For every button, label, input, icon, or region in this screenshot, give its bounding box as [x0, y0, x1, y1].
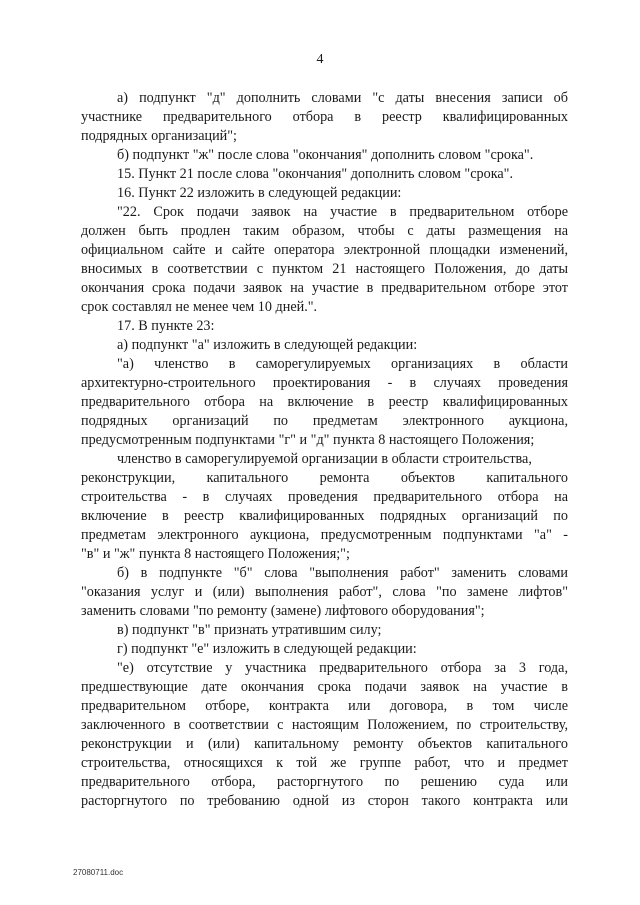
text-line: б) в подпункте "б" слова "выполнения работ" заменить словами [117, 565, 568, 581]
text-line: предварительного отбора, расторгнутого по решению суда или [81, 774, 568, 790]
text-line: предшествующие дате окончания срока подачи заявок на участие в [81, 679, 568, 695]
text-line: г) подпункт "е" изложить в следующей редакции: [117, 641, 417, 657]
text-line: б) подпункт "ж" после слова "окончания" дополнить словом "срока". [117, 147, 534, 163]
text-line: а) подпункт "д" дополнить словами "с даты внесения записи об [117, 90, 568, 106]
text-line: подрядных организаций по предметам электронного аукциона, [81, 413, 568, 429]
page-number: 4 [316, 52, 324, 67]
text-line: срок составлял не менее чем 10 дней.". [81, 299, 318, 315]
text-line: предварительного отбора на включение в реестр квалифицированных [81, 394, 568, 410]
text-line: строительства, относящихся к той же группе работ, что и предмет [81, 755, 568, 771]
text-line: "а) членство в саморегулируемых организациях в области [117, 356, 568, 372]
text-line: реконструкции, капитального ремонта объектов капитального [81, 470, 568, 486]
text-line: "е) отсутствие у участника предварительного отбора за 3 года, [117, 660, 568, 676]
text-line: официальном сайте и сайте оператора электронной площадки изменений, [81, 242, 568, 258]
text-line: предусмотренным подпунктами "г" и "д" пункта 8 настоящего Положения; [81, 432, 535, 448]
text-line: окончания срока подачи заявок на участие в предварительном отборе этот [81, 280, 568, 296]
text-line: "оказания услуг и (или) выполнения работ", слова "по замене лифтов" [81, 584, 568, 600]
text-line: строительства - в случаях проведения предварительного отбора на [81, 489, 568, 505]
text-line: 15. Пункт 21 после слова "окончания" дополнить словом "срока". [117, 166, 514, 182]
text-line: заменить словами "по ремонту (замене) лифтового оборудования"; [81, 603, 485, 619]
text-line: участнике предварительного отбора в реестр квалифицированных [81, 109, 568, 125]
text-line: расторгнутого по требованию одной из сторон такого контракта или [81, 793, 568, 809]
text-line: 17. В пункте 23: [117, 318, 215, 334]
text-line: реконструкции и (или) капитальному ремонту объектов капитального [81, 736, 568, 752]
text-line: должен быть продлен таким образом, чтобы с даты размещения на [81, 223, 568, 239]
text-line: "в" и "ж" пункта 8 настоящего Положения;"; [81, 546, 350, 562]
text-line: заключенного в соответствии с настоящим Положением, по строительству, [81, 717, 568, 733]
text-line: вносимых в соответствии с пунктом 21 настоящего Положения, до даты [81, 261, 568, 277]
text-line: архитектурно-строительного проектирования - в случаях проведения [81, 375, 568, 391]
text-line: членство в саморегулируемой организации в области строительства, [117, 451, 532, 467]
document-body [81, 89, 568, 811]
text-line: "22. Срок подачи заявок на участие в предварительном отборе [117, 204, 568, 220]
text-line: включение в реестр квалифицированных подрядных организаций по [81, 508, 568, 524]
text-line: в) подпункт "в" признать утратившим силу; [117, 622, 382, 638]
text-line: предварительном отборе, контракта или договора, в том числе [81, 698, 568, 714]
text-line: предметам электронного аукциона, предусмотренным подпунктами "а" - [81, 527, 568, 543]
text-line: а) подпункт "а" изложить в следующей редакции: [117, 337, 418, 353]
text-line: 16. Пункт 22 изложить в следующей редакции: [117, 185, 402, 201]
text-line: подрядных организаций"; [81, 128, 237, 144]
footer-filename: 27080711.doc [73, 868, 124, 877]
